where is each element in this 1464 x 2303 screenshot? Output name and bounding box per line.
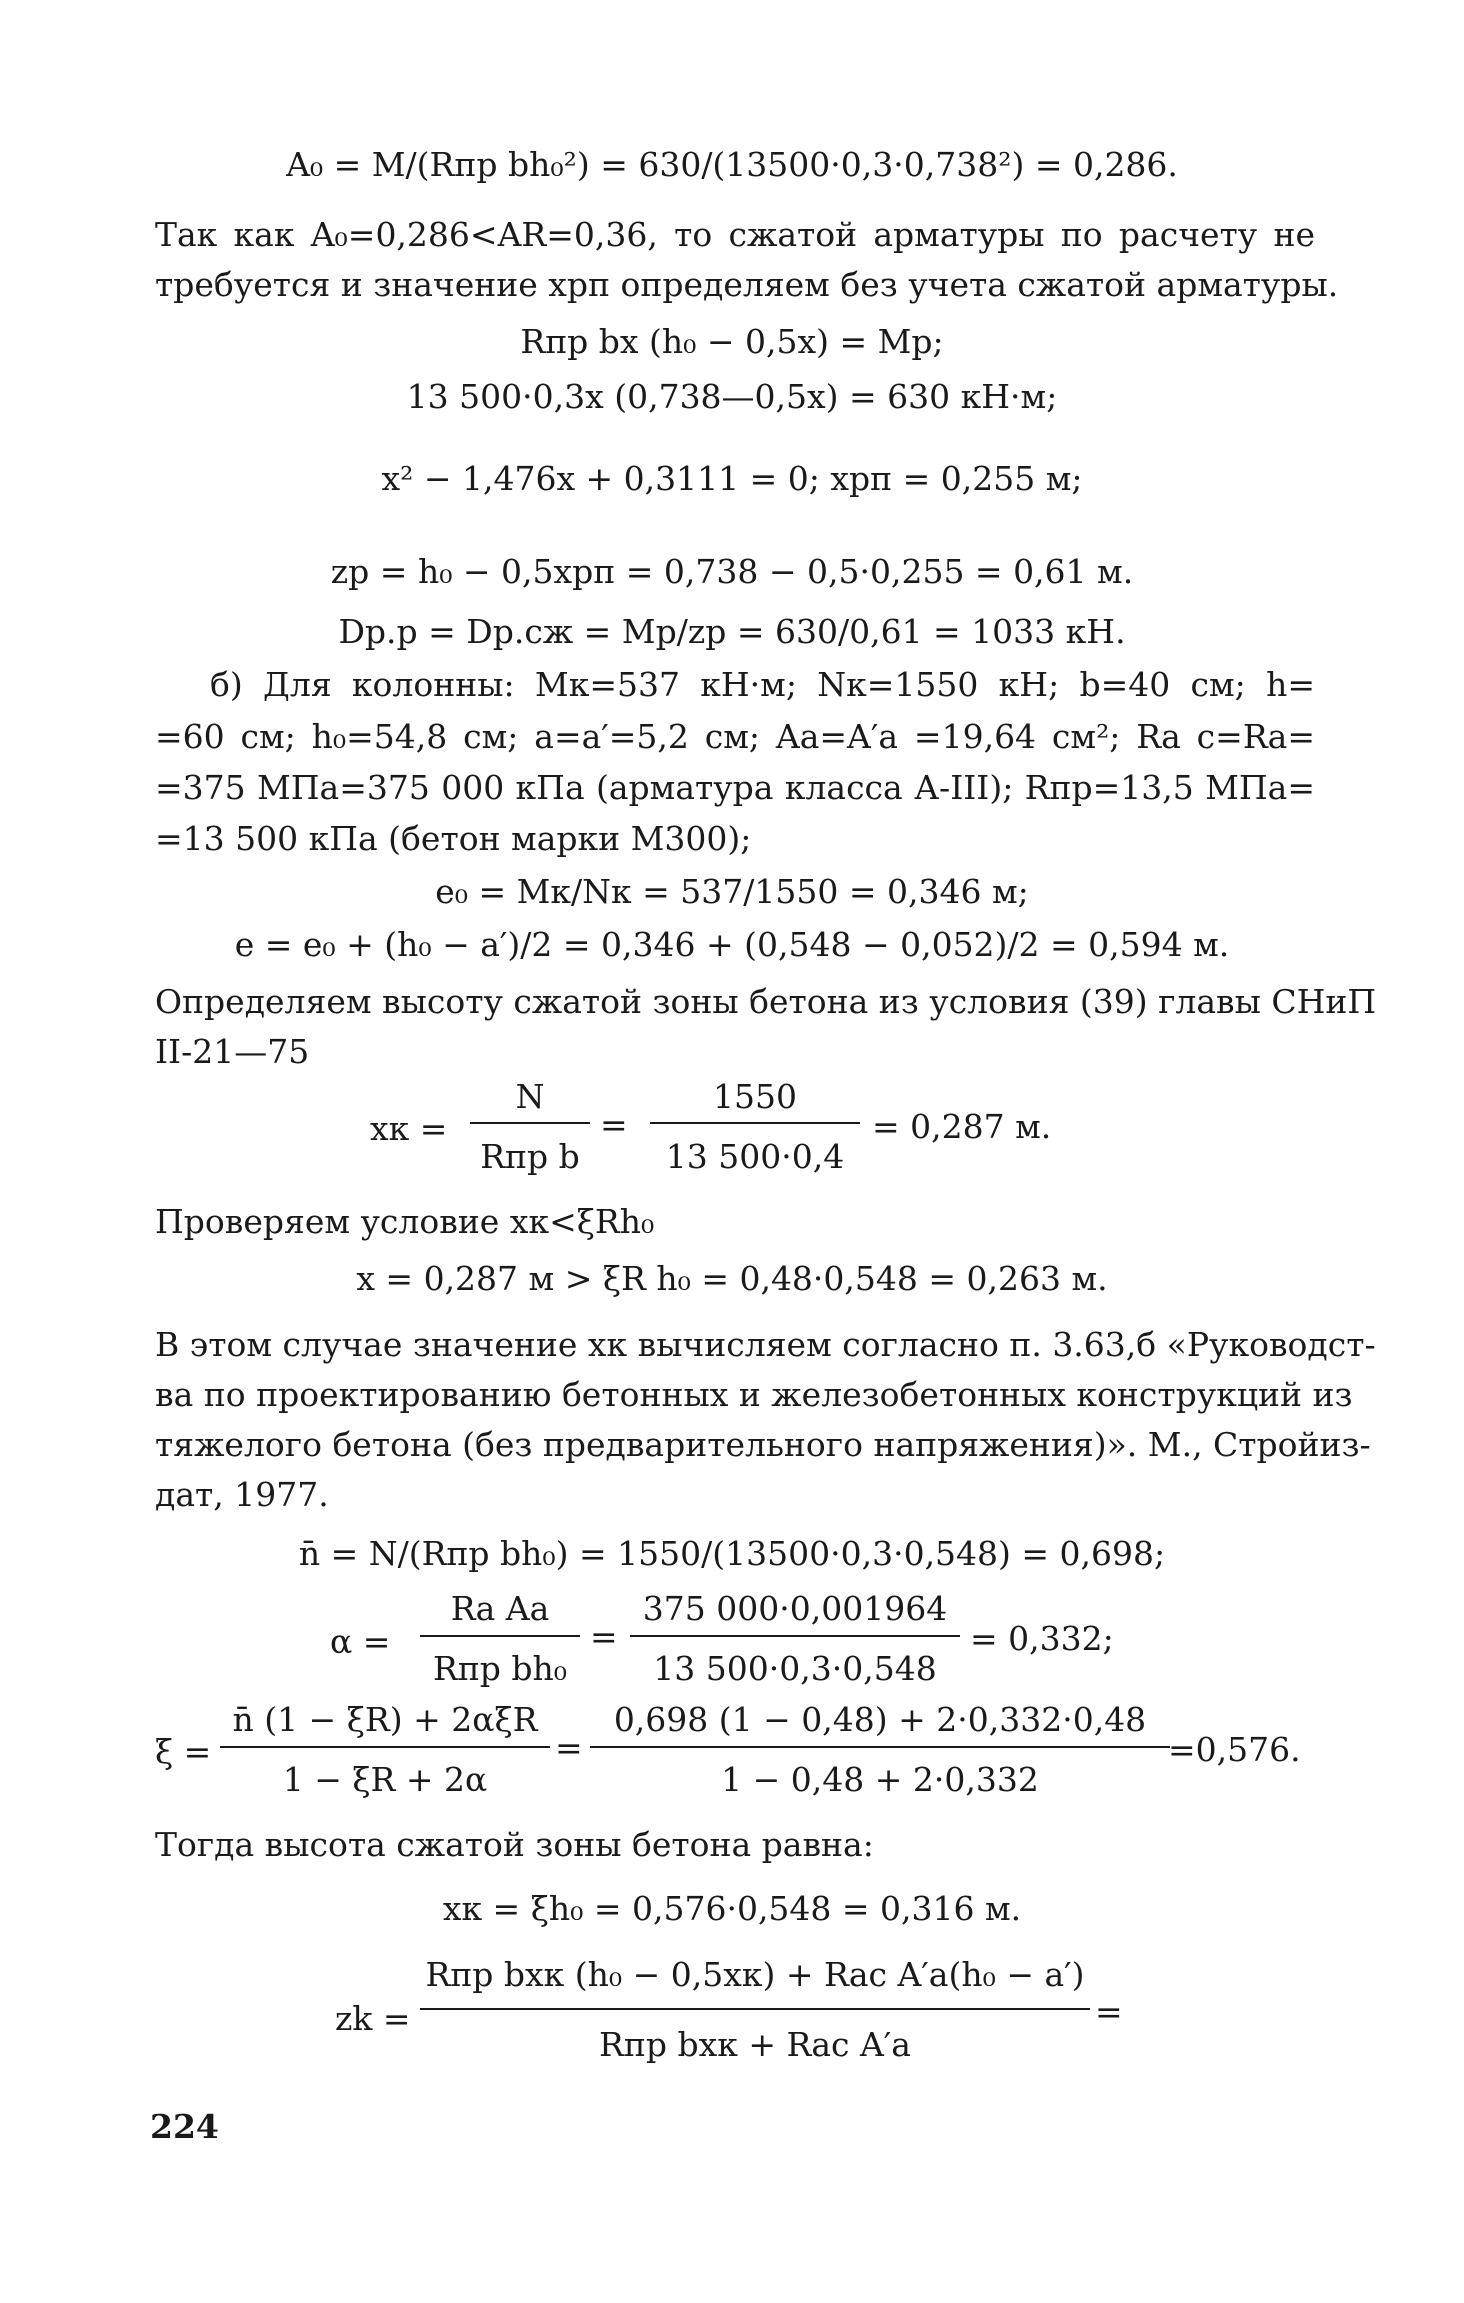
fraction-denominator: Rпр b (480, 1137, 580, 1176)
paragraph-line: тяжелого бетона (без предварительного напряжения)». М., Стройиз- (155, 1425, 1371, 1464)
paragraph-line: Тогда высота сжатой зоны бетона равна: (155, 1825, 874, 1864)
fraction-denominator: 13 500·0,4 (665, 1137, 845, 1176)
fraction-denominator: 13 500·0,3·0,548 (653, 1649, 937, 1688)
fraction-numerator: 0,698 (1 − 0,48) + 2·0,332·0,48 (613, 1700, 1147, 1739)
fraction-bar (650, 1122, 860, 1124)
fraction-numerator: Rпр bxк (h₀ − 0,5xк) + Rас A′а(h₀ − a′) (425, 1955, 1085, 1994)
fraction-numerator: n̄ (1 − ξR) + 2αξR (232, 1700, 538, 1739)
paragraph-line: Определяем высоту сжатой зоны бетона из условия (39) главы СНиП (155, 982, 1377, 1021)
fraction-bar (420, 2008, 1090, 2010)
paragraph-line: Проверяем условие xк<ξRh₀ (155, 1202, 655, 1241)
fraction-bar (630, 1635, 960, 1637)
paragraph-line: дат, 1977. (155, 1475, 329, 1514)
equation-rhs: = 0,287 м. (872, 1107, 1052, 1146)
equation-lhs: xк = (370, 1109, 448, 1148)
paragraph-line: ва по проектированию бетонных и железобетонных конструкций из (155, 1375, 1353, 1414)
equation-rhs: = 0,332; (970, 1619, 1114, 1658)
fraction-numerator: N (515, 1077, 545, 1116)
fraction-bar (470, 1122, 590, 1124)
formula-n-bar: n̄ = N/(Rпр bh₀) = 1550/(13500·0,3·0,548) = 0,698; (298, 1534, 1166, 1573)
fraction-numerator: Rа Aа (450, 1589, 550, 1628)
formula-zp: zр = h₀ − 0,5xрп = 0,738 − 0,5·0,255 = 0,61 м. (330, 552, 1134, 591)
paragraph-line: Так как A₀=0,286<AR=0,36, то сжатой арматуры по расчету не (155, 215, 1315, 254)
formula-a0: A₀ = M/(Rпр bh₀²) = 630/(13500·0,3·0,738²) = 0,286. (286, 145, 1178, 184)
fraction-numerator: 375 000·0,001964 (642, 1589, 948, 1628)
equals-sign: = (590, 1617, 618, 1656)
fraction-denominator: Rпр bxк + Rас A′а (599, 2025, 911, 2064)
formula-equilibrium: Rпр bx (h₀ − 0,5x) = Mр; (520, 322, 944, 361)
formula-quadratic: x² − 1,476x + 0,3111 = 0; xрп = 0,255 м; (381, 459, 1083, 498)
equals-sign: = (555, 1728, 583, 1767)
equation-rhs: = (1095, 1992, 1123, 2031)
formula-substitution: 13 500·0,3x (0,738—0,5x) = 630 кН·м; (406, 377, 1058, 416)
fraction-denominator: 1 − ξR + 2α (282, 1760, 488, 1799)
fraction-denominator: 1 − 0,48 + 2·0,332 (721, 1760, 1039, 1799)
equation-lhs: α = (330, 1622, 391, 1661)
fraction-bar (420, 1635, 580, 1637)
paragraph-line: =13 500 кПа (бетон марки М300); (155, 819, 752, 858)
paragraph-line: В этом случае значение xк вычисляем согласно п. 3.63,б «Руководст- (155, 1325, 1376, 1364)
equals-sign: = (600, 1105, 628, 1144)
fraction-denominator: Rпр bh₀ (432, 1649, 568, 1688)
equation-lhs: ξ = (155, 1732, 212, 1771)
formula-e: e = e₀ + (h₀ − a′)/2 = 0,346 + (0,548 − 0,052)/2 = 0,594 м. (234, 925, 1230, 964)
fraction-numerator: 1550 (713, 1077, 797, 1116)
formula-e0: e₀ = Mк/Nк = 537/1550 = 0,346 м; (435, 872, 1029, 911)
fraction-bar (590, 1746, 1170, 1748)
paragraph-line: требуется и значение xрп определяем без учета сжатой арматуры. (155, 265, 1339, 304)
equation-rhs: =0,576. (1168, 1730, 1301, 1769)
formula-xk-final: xк = ξh₀ = 0,576·0,548 = 0,316 м. (442, 1889, 1022, 1928)
fraction-bar (220, 1746, 550, 1748)
formula-dpp: Dр.р = Dр.сж = Mр/zр = 630/0,61 = 1033 кН. (338, 612, 1126, 651)
page-number: 224 (150, 2107, 219, 2146)
equation-lhs: zk = (335, 1999, 411, 2038)
formula-check: x = 0,287 м > ξR h₀ = 0,48·0,548 = 0,263 м. (356, 1259, 1108, 1298)
paragraph-line: б) Для колонны: Mк=537 кН·м; Nк=1550 кН; b=40 см; h= (210, 665, 1315, 704)
paragraph-line: II-21—75 (155, 1032, 310, 1071)
paragraph-line: =60 см; h₀=54,8 см; a=a′=5,2 см; Aа=A′а =19,64 см²; Rа с=Rа= (155, 717, 1315, 756)
paragraph-line: =375 МПа=375 000 кПа (арматура класса А-III); Rпр=13,5 МПа= (155, 768, 1315, 807)
